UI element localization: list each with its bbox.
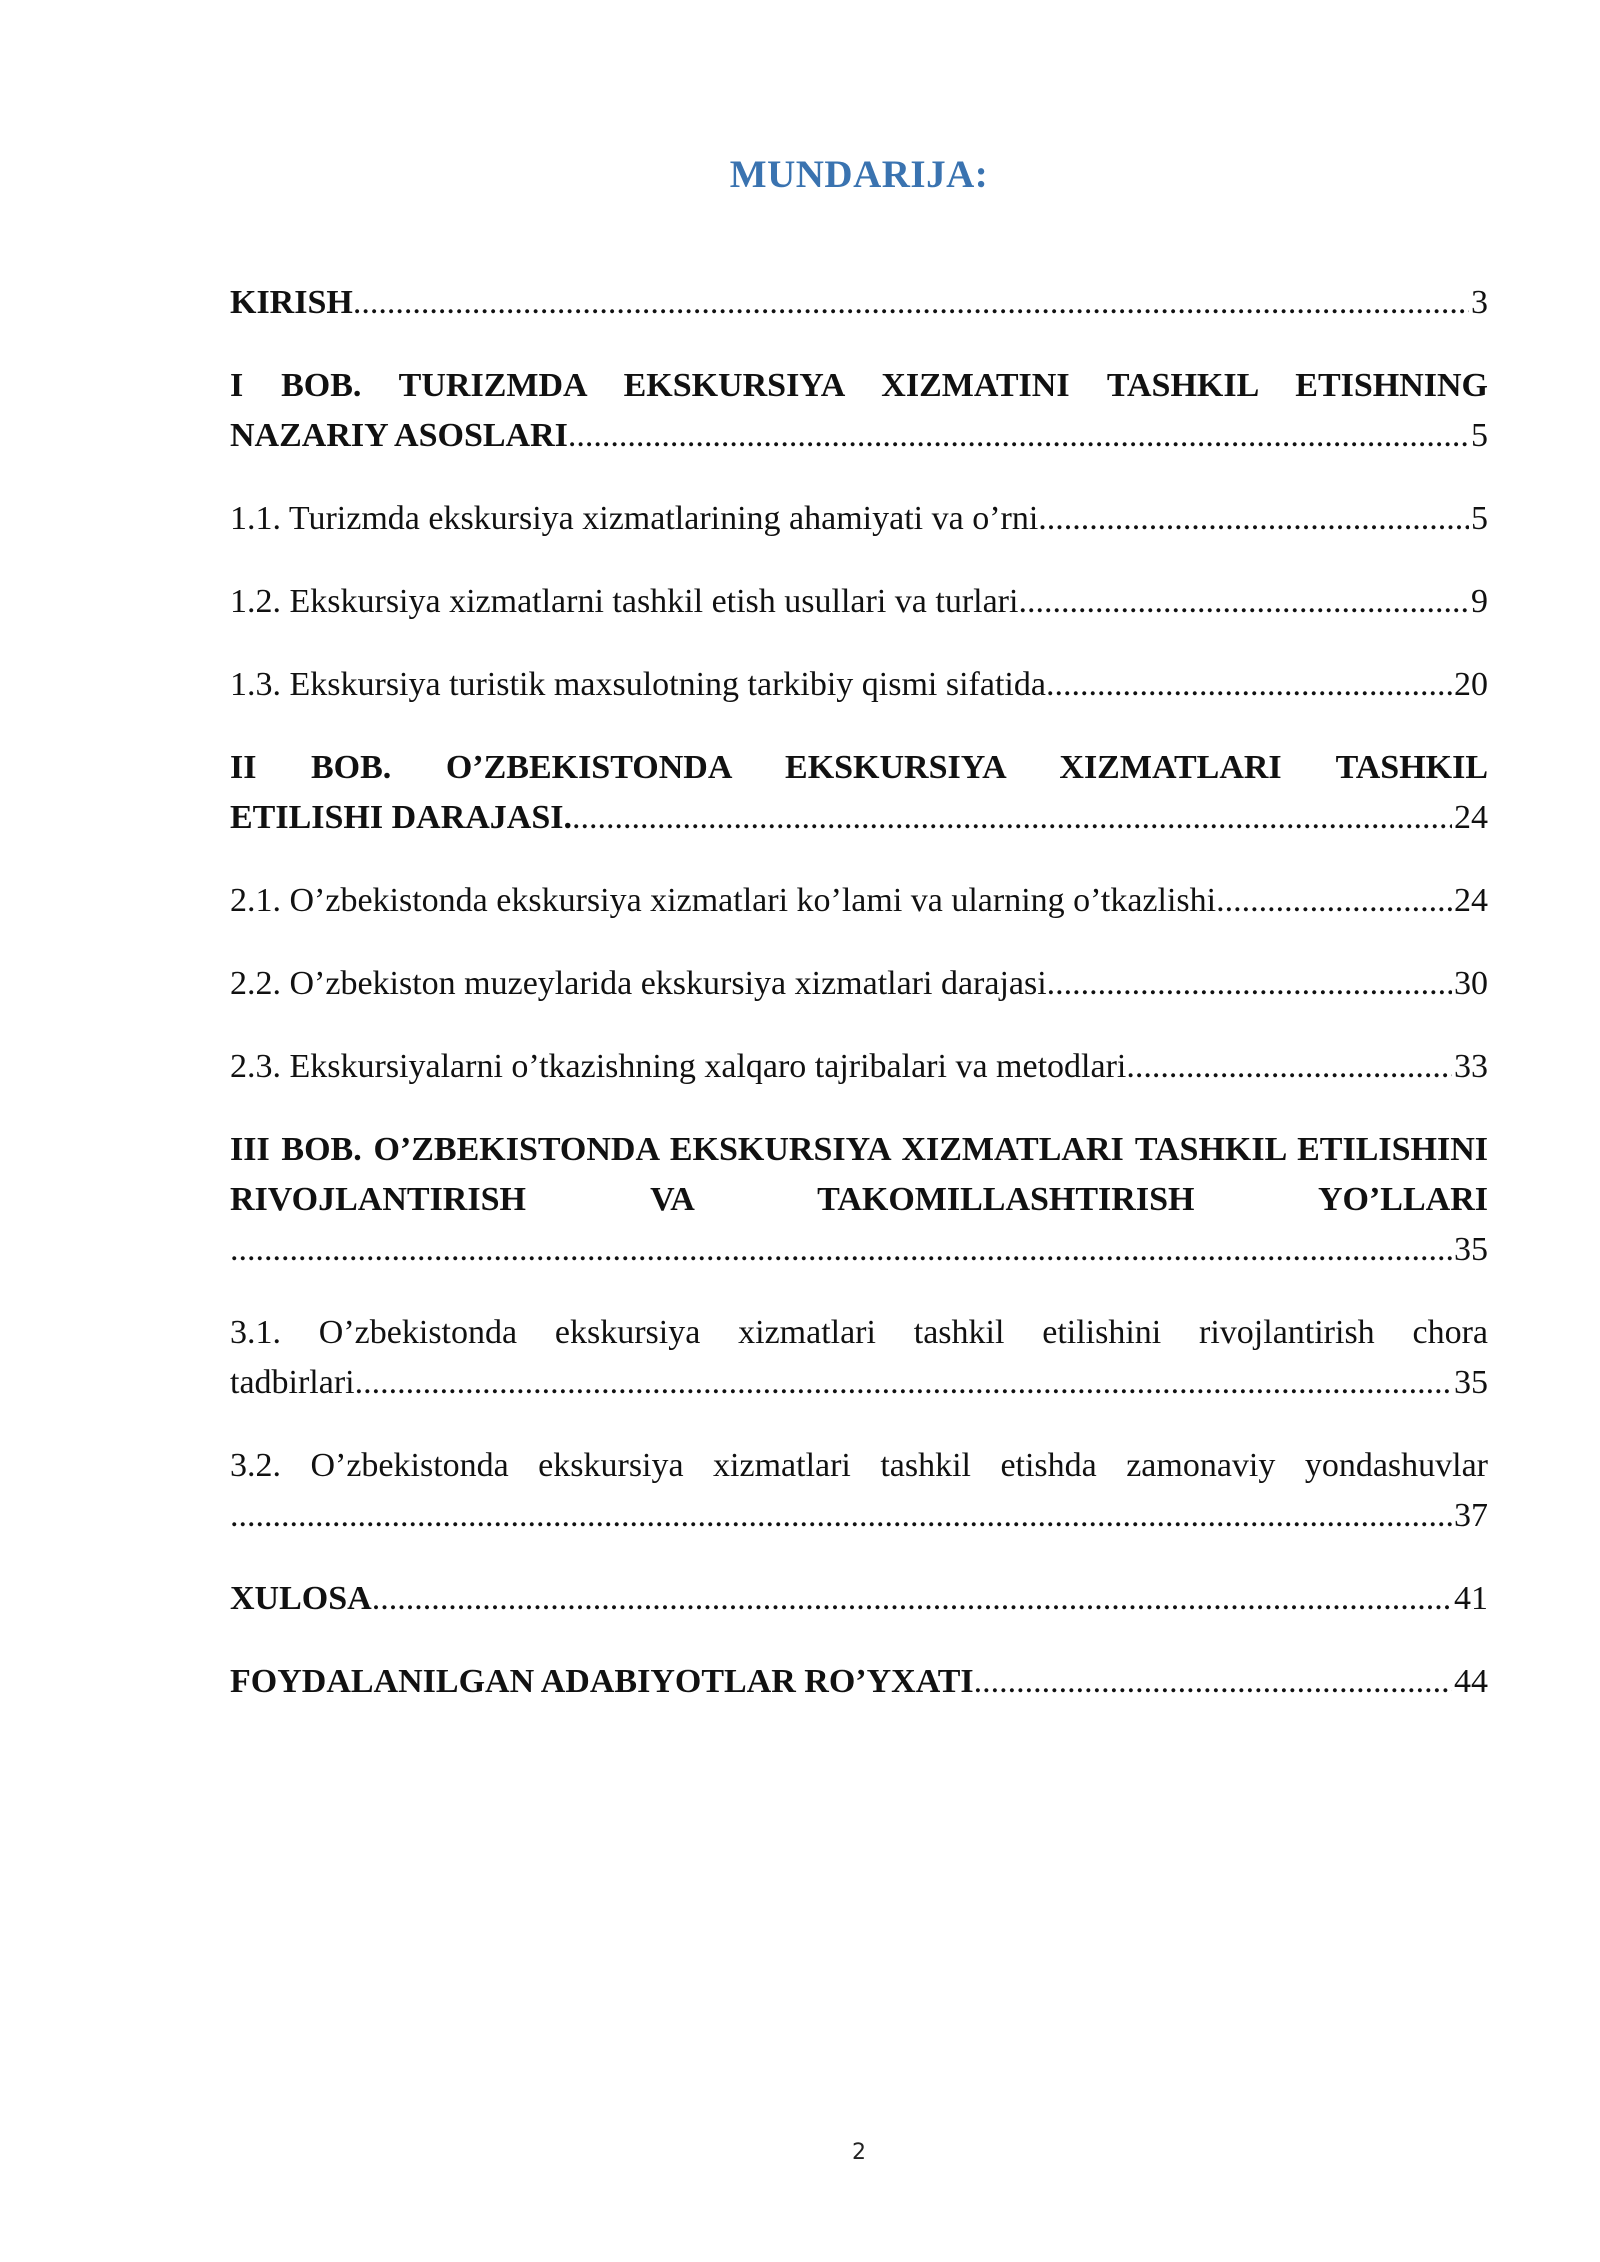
toc-entry[interactable]: [230, 1574, 1488, 1624]
toc-entry-label: 2.2. O’zbekiston muzeylarida ekskursiya xizmatlari darajasi: [230, 965, 1047, 1002]
page-number: 2: [852, 2140, 866, 2165]
dot-leader: [974, 1657, 1452, 1707]
toc-entry-label: KIRISH: [230, 284, 353, 321]
toc-entry[interactable]: [230, 876, 1488, 926]
toc-entry-label: 1.1. Turizmda ekskursiya xizmatlarining ahamiyati va o’rni: [230, 500, 1039, 537]
toc-entry-line: [230, 1225, 1488, 1275]
toc-page-number: 5: [1471, 417, 1488, 454]
toc-entry-line: [230, 411, 1488, 461]
dot-leader: [1046, 660, 1452, 710]
dot-leader: [1126, 1042, 1452, 1092]
toc-page-number: 24: [1454, 882, 1488, 919]
toc-entry-line: [230, 793, 1488, 843]
toc-entry-label: tadbirlari: [230, 1364, 355, 1401]
toc-entry-line: [230, 577, 1488, 627]
toc-entry-line: [230, 660, 1488, 710]
toc-page-number: 35: [1454, 1364, 1488, 1401]
toc-entry-line: [230, 1042, 1488, 1092]
toc-entry[interactable]: [230, 743, 1488, 843]
toc-entry-label: XULOSA: [230, 1580, 372, 1617]
toc-entry-heading: II BOB. O’ZBEKISTONDA EKSKURSIYA XIZMATLARI TASHKIL: [230, 749, 1488, 786]
toc-entry[interactable]: [230, 361, 1488, 461]
dot-leader: [355, 1358, 1452, 1408]
toc-entry-heading: III BOB. O’ZBEKISTONDA EKSKURSIYA XIZMATLARI TASHKIL ETILISHINI RIVOJLANTIRISH VA TAKOMILLASHTIRISH YO’LLARI: [230, 1131, 1488, 1218]
toc-entry[interactable]: [230, 1657, 1488, 1707]
dot-leader: [230, 1225, 1452, 1275]
toc-page-number: 24: [1454, 799, 1488, 836]
toc-page-number: 9: [1471, 583, 1488, 620]
toc-page-number: 5: [1471, 500, 1488, 537]
toc-entry-heading: 3.2. O’zbekistonda ekskursiya xizmatlari tashkil etishda zamonaviy yondashuvlar: [230, 1447, 1488, 1484]
toc-entry-label: FOYDALANILGAN ADABIYOTLAR RO’YXATI: [230, 1663, 974, 1700]
dot-leader: [1038, 494, 1469, 544]
toc-entry-line: [230, 959, 1488, 1009]
toc-entry-label: NAZARIY ASOSLARI: [230, 417, 568, 454]
toc-page-number: 37: [1454, 1497, 1488, 1534]
toc-entry-label: 1.2. Ekskursiya xizmatlarni tashkil etish usullari va turlari: [230, 583, 1019, 620]
dot-leader: [572, 793, 1452, 843]
toc-entry-line: [230, 494, 1488, 544]
toc-entry[interactable]: [230, 577, 1488, 627]
toc-entry-label: 1.3. Ekskursiya turistik maxsulotning tarkibiy qismi sifatida: [230, 666, 1046, 703]
dot-leader: [1047, 959, 1452, 1009]
toc-entry[interactable]: [230, 1308, 1488, 1408]
toc-entry[interactable]: [230, 1441, 1488, 1541]
toc-entry-line: [230, 1574, 1488, 1624]
toc-entry[interactable]: [230, 959, 1488, 1009]
dot-leader: [1018, 577, 1469, 627]
toc-entry[interactable]: [230, 494, 1488, 544]
table-of-contents: [230, 278, 1488, 1707]
dot-leader: [568, 411, 1469, 461]
toc-entry-label: ETILISHI DARAJASI.: [230, 799, 572, 836]
toc-page-number: 44: [1454, 1663, 1488, 1700]
dot-leader: [230, 1491, 1452, 1541]
toc-entry[interactable]: [230, 1125, 1488, 1275]
dot-leader: [372, 1574, 1452, 1624]
toc-page-number: 30: [1454, 965, 1488, 1002]
toc-entry-line: [230, 278, 1488, 328]
toc-entry-heading: 3.1. O’zbekistonda ekskursiya xizmatlari tashkil etilishini rivojlantirish chora: [230, 1314, 1488, 1351]
toc-entry[interactable]: [230, 660, 1488, 710]
toc-entry[interactable]: [230, 278, 1488, 328]
toc-heading: MUNDARIJA:: [729, 153, 989, 196]
toc-page-number: 41: [1454, 1580, 1488, 1617]
toc-entry-label: 2.3. Ekskursiyalarni o’tkazishning xalqaro tajribalari va metodlari: [230, 1048, 1127, 1085]
toc-page-number: 33: [1454, 1048, 1488, 1085]
toc-page-number: 35: [1454, 1231, 1488, 1268]
toc-entry-line: [230, 876, 1488, 926]
toc-entry-line: [230, 1657, 1488, 1707]
toc-entry-heading: I BOB. TURIZMDA EKSKURSIYA XIZMATINI TASHKIL ETISHNING: [230, 367, 1488, 404]
dot-leader: [1216, 876, 1452, 926]
toc-page-number: 3: [1471, 284, 1488, 321]
dot-leader: [353, 278, 1469, 328]
toc-page-number: 20: [1454, 666, 1488, 703]
toc-entry[interactable]: [230, 1042, 1488, 1092]
toc-entry-line: [230, 1358, 1488, 1408]
toc-entry-line: [230, 1491, 1488, 1541]
toc-entry-label: 2.1. O’zbekistonda ekskursiya xizmatlari ko’lami va ularning o’tkazlishi: [230, 882, 1217, 919]
